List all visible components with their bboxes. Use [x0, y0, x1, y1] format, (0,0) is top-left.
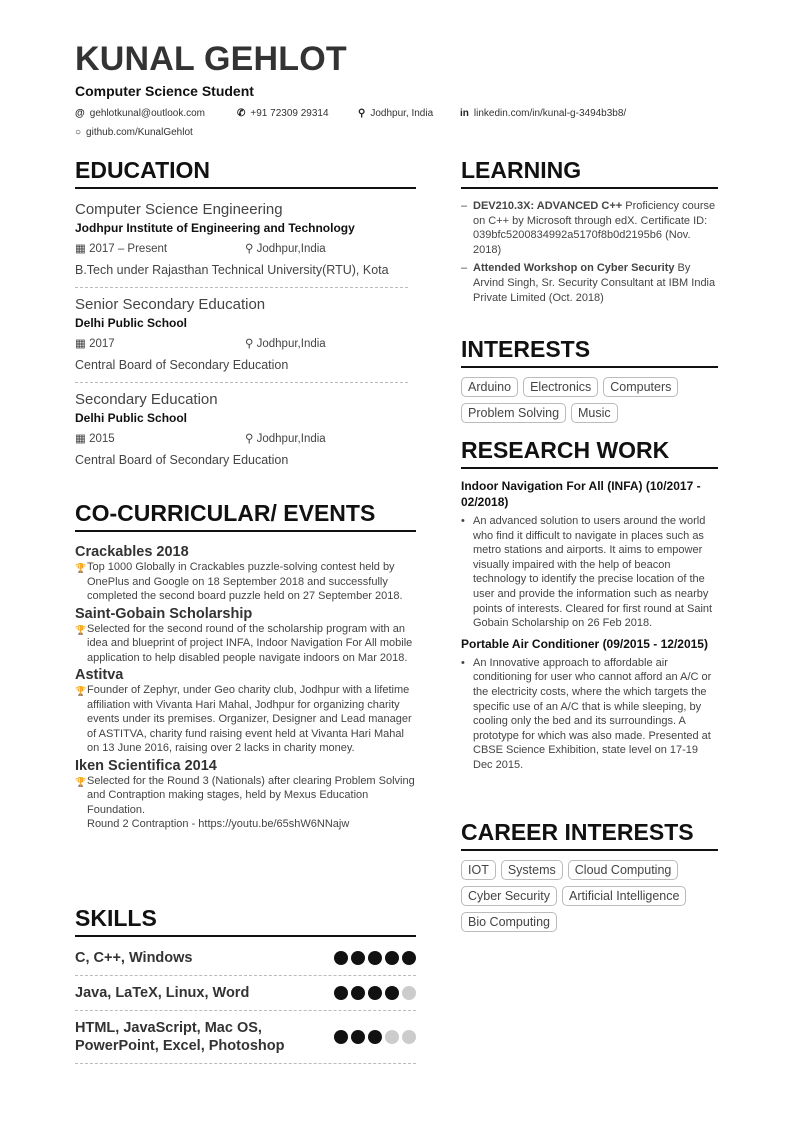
course-name: DEV210.3X: ADVANCED C++ — [473, 200, 623, 212]
learning-section — [461, 157, 718, 305]
location: ⚲ Jodhpur,India — [245, 243, 326, 255]
event-text: Top 1000 Globally in Crackables puzzle-solving contest held by OnePlus and Google on 18 September 2018 and successfully completed the second board puzzle held on 27 September 2018. — [87, 561, 403, 602]
skill-dot — [351, 1030, 365, 1044]
event-item — [75, 758, 416, 832]
phone-text: +91 72309 29314 — [250, 108, 329, 119]
school: Delhi Public School — [75, 411, 188, 425]
research-item — [461, 478, 718, 631]
degree: Secondary Education — [75, 391, 218, 408]
event-text: Founder of Zephyr, under Geo charity club, Jodhpur with a lifetime affiliation with Vivanta Hari Mahal, Jodhpur for organizing charity events under its premises. Organizer, Designer and Lead manager of ASTITVA, charity fund raising event held at Vivanta Hari Mahal on 13 June 2016, raising over 2 lacks in charity money. — [87, 684, 412, 754]
map-marker-icon: ⚲ — [245, 243, 257, 255]
skill-dot — [385, 986, 399, 1000]
education-item — [75, 201, 416, 277]
skill-dot — [402, 1030, 416, 1044]
course-name: Attended Workshop on Cyber Security — [473, 262, 675, 275]
skill-dot — [351, 986, 365, 1000]
event-text: Selected for the Round 3 (Nationals) after clearing Problem Solving and Contraption making stages, held by Mexus Education Foundation. — [87, 774, 415, 816]
skill-level — [334, 1030, 416, 1044]
tag: Systems — [501, 860, 563, 880]
location-text: Jodhpur, India — [370, 108, 434, 119]
divider — [75, 287, 408, 288]
trophy-icon: 🏆 — [75, 563, 87, 573]
calendar-icon: ▦ — [75, 433, 90, 445]
contact-phone[interactable] — [237, 108, 329, 119]
skill-dot — [385, 951, 399, 965]
at-icon: @ — [75, 108, 85, 119]
description: Central Board of Secondary Education — [75, 358, 289, 372]
skill-dot — [334, 951, 348, 965]
skill-dot — [402, 951, 416, 965]
tag: IOT — [461, 860, 496, 880]
event-title: Crackables 2018 — [75, 544, 189, 560]
skill-label: Java, LaTeX, Linux, Word — [75, 985, 250, 1001]
school: Delhi Public School — [75, 316, 188, 330]
event-item — [75, 667, 416, 756]
course-desc: Proficiency course on C++ by Microsoft through edX. Certificate ID: 039bfc5200834992a5170f8b0d2195b6 (Nov. 2018) — [473, 200, 716, 256]
map-marker-icon: ⚲ — [245, 338, 257, 350]
section-title: RESEARCH WORK — [461, 437, 718, 469]
tag: Music — [571, 403, 618, 423]
skill-dot — [402, 986, 416, 1000]
event-item — [75, 606, 416, 666]
research-section — [461, 437, 718, 773]
bullet-icon: • — [461, 515, 465, 527]
skill-label: HTML, JavaScript, Mac OS, PowerPoint, Excel, Photoshop — [75, 1020, 285, 1054]
event-item — [75, 544, 416, 604]
research-text: An Innovative approach to affordable air conditioning for user who cannot afford an A/C or the electricity costs, where the which targets the specific use of an A/C that is while sleeping, by cooling only the bed and its surroundings. A prototype for which was also made. Presented at CBSE Science Exhibition, state level on 17-19 Dec 2015. — [473, 656, 712, 771]
location: ⚲ Jodhpur,India — [245, 433, 326, 445]
date: ▦ 2017 – Present — [75, 243, 168, 255]
research-text: An advanced solution to users around the world who find it difficult to navigate in places such as metro stations and airports. It aims to empower visually impaired with the help of beacon technology to identify the precise location of the user and provide the information such as nearby points of interests. Cleared for first round at Saint Gobain Scholarship on 26 Feb 2018. — [473, 515, 713, 630]
school: Jodhpur Institute of Engineering and Technology — [75, 221, 355, 235]
skill-row — [75, 1011, 416, 1064]
event-link[interactable]: Round 2 Contraption - https://youtu.be/65shW6NNajw — [87, 818, 350, 830]
tag: Arduino — [461, 377, 518, 397]
career-section — [461, 819, 718, 932]
degree: Senior Secondary Education — [75, 296, 266, 313]
education-item — [75, 296, 416, 372]
calendar-icon: ▦ — [75, 243, 90, 255]
event-title: Astitva — [75, 667, 124, 683]
divider — [75, 382, 408, 383]
skill-dot — [368, 986, 382, 1000]
course-desc: By Arvind Singh, Sr. Security Consultant at IBM India Private Limited (Oct. 2018) — [473, 262, 716, 304]
section-title: LEARNING — [461, 157, 718, 189]
events-section — [75, 500, 416, 832]
interests-section — [461, 336, 718, 423]
trophy-icon: 🏆 — [75, 776, 87, 787]
skill-dot — [385, 1030, 399, 1044]
date: ▦ 2017 — [75, 338, 115, 350]
contact-linkedin[interactable] — [460, 108, 626, 119]
email-text: gehlotkunal@outlook.com — [89, 108, 205, 119]
trophy-icon: 🏆 — [75, 624, 87, 635]
skills-section — [75, 905, 416, 1064]
linkedin-text: linkedin.com/in/kunal-g-3494b3b8/ — [473, 108, 627, 119]
learning-item: – Attended Workshop on Cyber Security By Arvind Singh, Sr. Security Consultant at IBM India Private Limited (Oct. 2018) — [461, 262, 716, 304]
degree: Computer Science Engineering — [75, 201, 283, 218]
candidate-name: KUNAL GEHLOT — [75, 40, 347, 78]
skill-dot — [334, 986, 348, 1000]
skill-dot — [351, 951, 365, 965]
tag: Electronics — [523, 377, 598, 397]
event-title: Iken Scientifica 2014 — [75, 757, 217, 774]
candidate-role: Computer Science Student — [75, 83, 254, 99]
trophy-icon: 🏆 — [75, 686, 87, 696]
education-item — [75, 391, 416, 467]
description: B.Tech under Rajasthan Technical University(RTU), Kota — [75, 263, 389, 277]
contact-location — [358, 108, 433, 119]
calendar-icon: ▦ — [75, 338, 90, 350]
skill-dot — [368, 1030, 382, 1044]
section-title: CO-CURRICULAR/ EVENTS — [75, 500, 416, 532]
research-item — [461, 636, 718, 773]
description: Central Board of Secondary Education — [75, 453, 289, 467]
skill-row — [75, 941, 416, 976]
contact-github[interactable] — [75, 127, 193, 138]
tag: Artificial Intelligence — [562, 886, 686, 906]
event-text: Selected for the second round of the scholarship program with an idea and blueprint of project INFA, Indoor Navigation For All mobile application to help disabled people navigate indoors on Mar 2018. — [87, 622, 413, 664]
tag: Cyber Security — [461, 886, 557, 906]
location: ⚲ Jodhpur,India — [245, 338, 326, 350]
skill-label: C, C++, Windows — [75, 950, 193, 966]
phone-icon: ✆ — [237, 108, 246, 119]
map-marker-icon: ⚲ — [245, 433, 257, 445]
map-marker-icon: ⚲ — [358, 108, 366, 119]
research-title: Portable Air Conditioner (09/2015 - 12/2015) — [461, 636, 708, 651]
section-title: EDUCATION — [75, 157, 416, 189]
bullet-icon: • — [461, 656, 465, 669]
skill-row — [75, 976, 416, 1011]
linkedin-icon: in — [460, 108, 469, 119]
tag: Bio Computing — [461, 912, 557, 932]
contact-email[interactable] — [75, 108, 205, 119]
skill-dot — [334, 1030, 348, 1044]
section-title: SKILLS — [75, 905, 416, 937]
section-title: INTERESTS — [461, 336, 718, 368]
github-text: github.com/KunalGehlot — [86, 127, 193, 138]
section-title: CAREER INTERESTS — [461, 819, 718, 851]
tag: Problem Solving — [461, 403, 566, 423]
tag: Cloud Computing — [568, 860, 679, 880]
tag: Computers — [603, 377, 678, 397]
learning-item: – DEV210.3X: ADVANCED C++ Proficiency course on C++ by Microsoft through edX. Certificate ID: 039bfc5200834992a5170f8b0d2195b6 (Nov. 2018) — [461, 200, 716, 256]
skill-level — [334, 986, 416, 1000]
research-title: Indoor Navigation For All (INFA) (10/2017 - 02/2018) — [461, 479, 701, 509]
event-title: Saint-Gobain Scholarship — [75, 605, 253, 622]
education-section — [75, 157, 416, 467]
github-icon: ○ — [75, 127, 82, 138]
skill-dot — [368, 951, 382, 965]
skill-level — [334, 951, 416, 965]
date: ▦ 2015 — [75, 433, 115, 445]
